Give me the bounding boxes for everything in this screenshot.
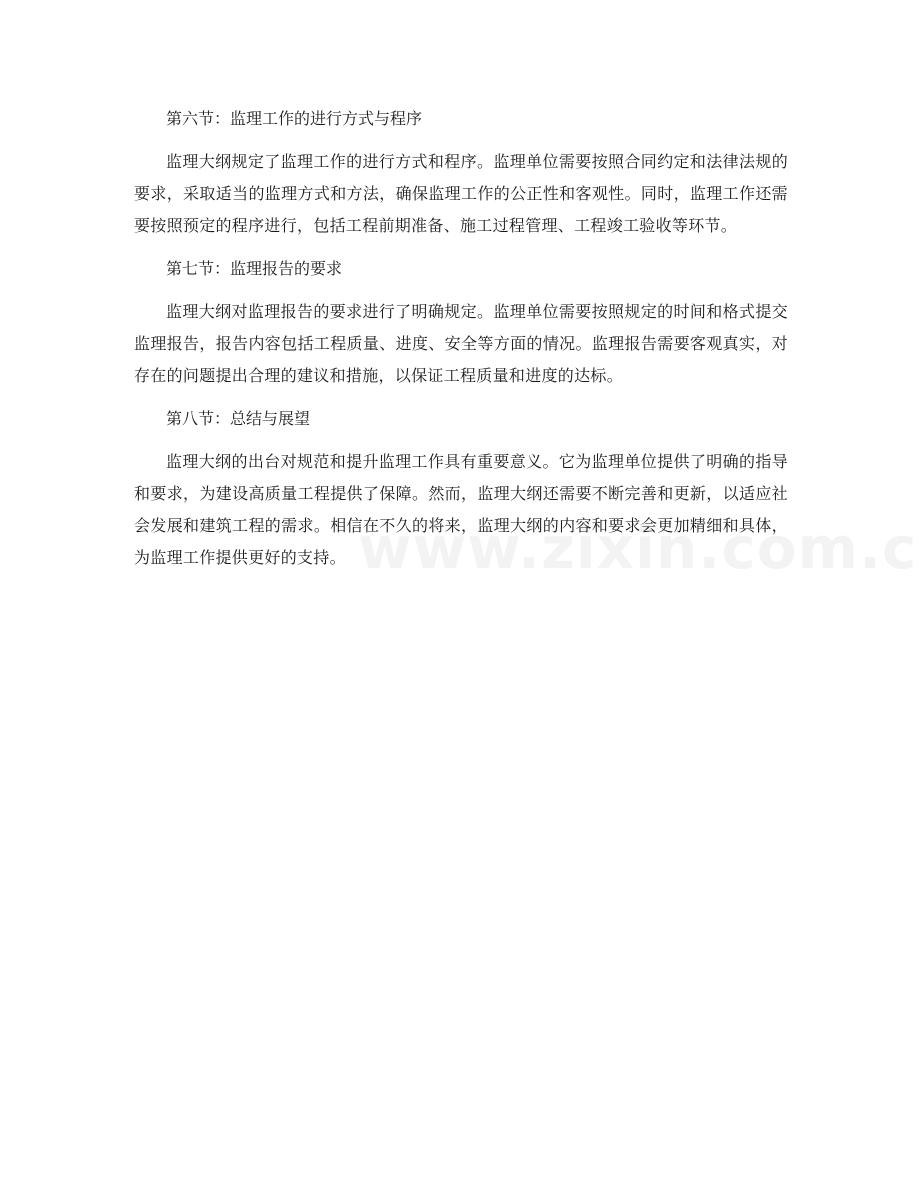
section-heading-8: 第八节：总结与展望 bbox=[166, 409, 311, 428]
section-heading-7: 第七节：监理报告的要求 bbox=[166, 259, 343, 278]
section-paragraph-7: 监理大纲对监理报告的要求进行了明确规定。监理单位需要按照规定的时间和格式提交监理报告，报告内容包括工程质量、进度、安全等方面的情况。监理报告需要客观真实，对存在的问题提出合理的建议和措施，以保证工程质量和进度的达标。 bbox=[134, 302, 788, 385]
document-body bbox=[134, 103, 788, 574]
section-heading-6: 第六节：监理工作的进行方式与程序 bbox=[166, 109, 423, 128]
section-paragraph-6: 监理大纲规定了监理工作的进行方式和程序。监理单位需要按照合同约定和法律法规的要求，采取适当的监理方式和方法，确保监理工作的公正性和客观性。同时，监理工作还需要按照预定的程序进行，包括工程前期准备、施工过程管理、工程竣工验收等环节。 bbox=[134, 152, 788, 235]
section-paragraph-8: 监理大纲的出台对规范和提升监理工作具有重要意义。它为监理单位提供了明确的指导和要求，为建设高质量工程提供了保障。然而，监理大纲还需要不断完善和更新，以适应社会发展和建筑工程的需求。相信在不久的将来，监理大纲的内容和要求会更加精细和具体，为监理工作提供更好的支持。 bbox=[134, 452, 788, 567]
